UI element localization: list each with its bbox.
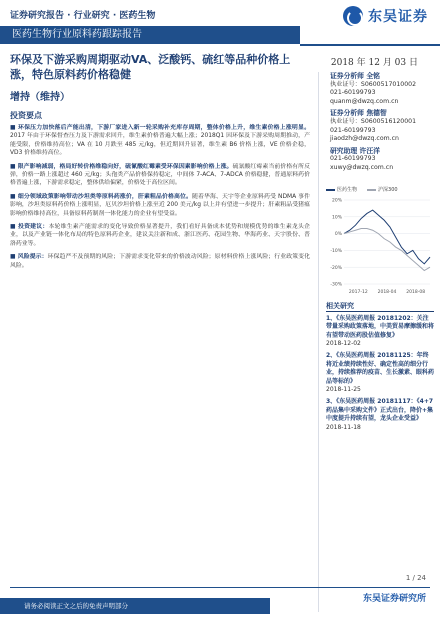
y-tick-label: -10% xyxy=(330,249,342,254)
report-title: 环保及下游采购周期驱动VA、泛酸钙、硫红等品种价格上涨，特色原料药价格稳健 xyxy=(10,53,291,81)
rating: 增持（维持） xyxy=(10,92,70,103)
chart-legend xyxy=(326,186,434,193)
legend-item xyxy=(326,186,357,193)
logo-text: 东吴证券 xyxy=(368,9,428,25)
y-tick-label: 20% xyxy=(331,198,342,204)
related-title: 1、《东吴医药周报 20181202：关注带量采购政策落地，中美贸易摩擦缓和将有望带动医药股估值修复》 xyxy=(326,314,435,339)
body-paragraph xyxy=(10,163,310,188)
related-date: 2018-11-18 xyxy=(326,423,361,431)
logo-icon xyxy=(343,6,363,26)
brand-logo xyxy=(343,6,428,26)
related-title: 3、《东吴医药周报 20181117：《4+7 药品集中采购文件》正式出台，降价+集中度提升持续有望，龙头企业受益》 xyxy=(326,397,434,423)
research-institute: 东吴证券研究所 xyxy=(362,594,426,604)
paragraph-lead: ■ 细分领域政策影响带动沙坦类等原料药涨价，肝素粗品价格高位。 xyxy=(10,193,192,200)
body-paragraph xyxy=(10,193,310,218)
related-item[interactable] xyxy=(326,398,434,432)
paragraph-lead: ■ 投资建议： xyxy=(10,224,49,231)
column-divider xyxy=(318,72,319,612)
analyst-line: 021-60199793 xyxy=(330,155,376,163)
related-title: 2、《东吴医药周报 20181125：年终将近业绩持续性好、确定性高的细分行业，持续推荐的疫苗、生长激素、眼科药品等标的》 xyxy=(326,351,435,385)
y-tick-label: -30% xyxy=(330,282,342,288)
paragraph-text: 本轮维生素产能需求的变化导致价格显著提升，我们看好具备成本优势和规模优势的维生素龙头企业，以及产业链一体化布局的特色原料药企业，建议关注新和成、浙江医药、花园生物、华海药业、天宇股份、普洛药业等。 xyxy=(10,224,310,247)
related-item[interactable] xyxy=(326,352,434,395)
banner-rule xyxy=(300,44,440,46)
x-tick-label: 2018-04 xyxy=(377,290,397,295)
report-type-banner: 医药生物行业原料药跟踪报告 xyxy=(0,26,300,44)
analyst-line: 021-60199793 xyxy=(330,89,376,97)
paragraph-text: 随着华海、天宇等企业原料药受 NDMA 事件影响，沙坦类原料药价格上涨明显，厄贝沙坦价格上涨至近 200 美元/kg 以上并有望进一步提升；肝素粗品受猪瘟影响价格维持高位，具备原料药制剂一体化能力的企业有望受益。 xyxy=(10,193,310,217)
price-trend-chart xyxy=(326,186,434,296)
analyst-name: 研究助理 许汪洋 xyxy=(330,146,380,155)
x-tick-label: 2018-08 xyxy=(406,290,426,295)
x-tick-label: 2017-12 xyxy=(348,290,368,295)
y-tick-label: -20% xyxy=(330,265,342,271)
body-paragraph xyxy=(10,124,310,158)
paragraph-text: 硫氰酸红霉素当前价格有所反弹，价格一路上涨超过 460 元/kg；头孢类产品价格保持稳定，中间体 7-ACA、7-ADCA 价格稳健，普通原料药价格普遍上涨，下游需求稳定，整体供给偏紧，价格处于高位区间。 xyxy=(10,163,311,187)
analyst-email[interactable]: jiaodzh@dwzq.com.cn xyxy=(330,135,399,143)
analyst-name: 证券分析师 全铭 xyxy=(330,72,380,80)
section-heading: 投资要点 xyxy=(10,111,42,120)
analyst-line: 021-60199793 xyxy=(330,126,376,134)
related-research xyxy=(326,302,434,435)
related-date: 2018-12-02 xyxy=(326,340,361,348)
y-tick-label: 10% xyxy=(331,215,342,221)
paragraph-text: 2017 年由于环保督查压力及下游需求回升，维生素价格普遍大幅上涨；2018Q1 因环保及下游采购周期推动，产能受限，价格维持高位；VA 在 10 月跌至 485 元/kg，但近期回升显著，维生素 B6 价格上涨，VE 价格企稳，VD3 价格维持高位。 xyxy=(10,133,310,157)
body-text xyxy=(10,124,310,275)
chart-plot xyxy=(326,196,434,296)
legend-label: 沪深300 xyxy=(378,187,398,193)
disclaimer-banner: 请务必阅读正文之后的免责声明部分 xyxy=(0,598,270,614)
analyst-line: 执业证号：S0600516120001 xyxy=(330,117,417,125)
analyst-email[interactable]: xuwy@dwzq.com.cn xyxy=(330,163,394,171)
legend-item xyxy=(367,186,398,193)
series-line xyxy=(344,229,430,271)
analyst-line: 执业证号：S0600517010002 xyxy=(330,80,417,88)
page-number: 1 / 24 xyxy=(405,574,426,582)
analyst-3 xyxy=(330,147,434,173)
legend-label: 医药生物 xyxy=(337,187,358,193)
related-item[interactable] xyxy=(326,315,434,349)
related-heading: 相关研究 xyxy=(326,302,434,312)
analyst-1 xyxy=(330,72,434,106)
paragraph-lead: ■ 限产影响减弱，格局好转价格维稳向好，硫氰酸红霉素受环保因素影响价格上涨。 xyxy=(10,163,233,170)
report-date: 2018 年 12 月 03 日 xyxy=(330,58,418,68)
related-date: 2018-11-25 xyxy=(326,386,361,394)
analyst-2 xyxy=(330,109,434,143)
analyst-email[interactable]: quanm@dwzq.com.cn xyxy=(330,97,399,105)
paragraph-lead: ■ 风险提示： xyxy=(10,254,48,261)
paragraph-text: 环保趋严不及预期的风险；下游需求变化带来的价格波动风险；原材料价格上涨风险；行业政策变化风险。 xyxy=(10,254,310,269)
analyst-name: 证券分析师 焦德智 xyxy=(330,109,387,118)
footer-rule xyxy=(10,587,430,588)
report-breadcrumb: 证券研究报告 · 行业研究 · 医药生物 xyxy=(10,11,156,21)
body-paragraph xyxy=(10,223,310,248)
body-paragraph xyxy=(10,253,310,270)
y-tick-label: 0% xyxy=(334,232,342,238)
series-line xyxy=(344,210,430,264)
analyst-panel xyxy=(330,72,434,176)
paragraph-lead: ■ 环保压力加快落后产能出清，下游厂家进入新一轮采购补充库存周期，整体价格上升，维生素价格上涨明显。 xyxy=(10,125,310,131)
